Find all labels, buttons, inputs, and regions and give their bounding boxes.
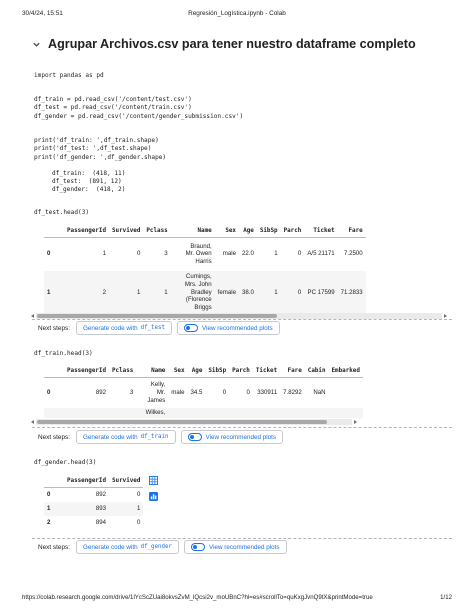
column-header: Pclass <box>109 364 136 378</box>
column-header: Fare <box>338 224 366 238</box>
view-plots-button-train[interactable] <box>181 430 284 444</box>
column-header: Age <box>239 224 257 238</box>
table-header-row <box>44 364 363 378</box>
df-gender-table <box>44 474 143 530</box>
table-cell <box>188 408 206 418</box>
view-plots-button-gender[interactable] <box>184 540 287 554</box>
table-cell <box>205 408 229 418</box>
table-cell: 71.2833 <box>338 271 366 315</box>
variable-name: df_test <box>140 325 166 331</box>
table-row <box>44 238 366 271</box>
row-index: 1 <box>44 502 64 516</box>
scroll-left-icon[interactable] <box>31 420 34 424</box>
column-header <box>44 224 64 238</box>
button-label: View recommended plots <box>205 433 277 441</box>
table-cell: 0 <box>137 250 141 258</box>
chevron-down-icon[interactable] <box>32 40 41 49</box>
column-header: SibSp <box>257 224 281 238</box>
button-label: View recommended plots <box>202 324 273 332</box>
generate-code-button-train[interactable] <box>76 430 176 444</box>
button-label: Generate code with <box>82 324 138 332</box>
table-cell: NaN <box>313 388 326 396</box>
button-label: View recommended plots <box>209 543 280 551</box>
column-header: Pclass <box>143 224 170 238</box>
code-cell-test-head[interactable]: df_test.head(3) <box>34 209 90 216</box>
table-cell: 22.0 <box>241 250 254 258</box>
table-cell: 0 <box>246 388 250 396</box>
table-cell: 1 <box>109 502 143 516</box>
table-row <box>44 516 143 530</box>
page-number: 1/12 <box>440 594 452 601</box>
column-header: Cabin <box>305 364 329 378</box>
column-header: Parch <box>281 224 305 238</box>
code-cell-print-shapes[interactable]: print('df_train: ',df_train.shape) print('df_test: ',df_test.shape) print('df_gender: ',df_gender.shape) <box>34 137 167 161</box>
table-cell: 0 <box>297 250 302 258</box>
table-cell: male <box>171 388 185 396</box>
column-header: Ticket <box>253 364 280 378</box>
table-row <box>44 378 363 408</box>
table-cell: 0 <box>137 490 141 498</box>
toggle-icon <box>188 433 202 441</box>
divider <box>32 319 452 320</box>
divider <box>32 427 452 428</box>
table-row <box>44 408 363 418</box>
table-cell: Cumings, Mrs. John Bradley (Florence Briggs <box>171 271 215 315</box>
table-cell: 1 <box>274 250 278 258</box>
table-cell <box>329 408 363 418</box>
button-label: Generate code with <box>82 543 138 551</box>
row-index: 2 <box>47 518 51 526</box>
df-gender-output <box>34 474 154 534</box>
next-steps-label: Next steps: <box>38 543 70 551</box>
row-index: 0 <box>47 250 51 258</box>
df-train-table <box>44 364 363 418</box>
generate-code-button-gender[interactable] <box>76 540 179 554</box>
table-cell: 892 <box>95 490 107 498</box>
button-label: Generate code with <box>82 433 138 441</box>
next-steps-bar-gender <box>38 540 292 554</box>
print-header <box>22 10 452 20</box>
next-steps-bar-test <box>38 321 285 335</box>
scroll-left-icon[interactable] <box>31 314 34 318</box>
chart-suggest-icon[interactable] <box>149 492 158 501</box>
table-cell: 1 <box>102 250 107 258</box>
table-cell: 894 <box>95 518 107 526</box>
column-header: Survived <box>109 224 143 238</box>
table-cell: 0 <box>137 518 141 526</box>
column-header: Ticket <box>304 224 337 238</box>
column-header: Age <box>188 364 206 378</box>
scroll-thumb[interactable] <box>37 314 277 318</box>
table-cell: male <box>222 250 236 258</box>
next-steps-label: Next steps: <box>38 433 70 441</box>
df-train-output <box>34 364 440 422</box>
variable-name: df_gender <box>140 544 172 550</box>
table-cell <box>64 408 109 418</box>
toggle-icon <box>184 324 198 332</box>
column-header: Name <box>171 224 215 238</box>
column-header <box>44 474 64 488</box>
table-cell: 893 <box>64 502 109 516</box>
row-index <box>44 408 64 418</box>
column-header: Name <box>136 364 168 378</box>
column-header: Survived <box>109 474 143 488</box>
toggle-icon <box>191 543 205 551</box>
scroll-right-icon[interactable] <box>354 420 357 424</box>
table-cell: 1 <box>109 271 143 315</box>
column-header: Sex <box>168 364 187 378</box>
table-cell: 38.0 <box>239 271 257 315</box>
column-header: PassengerId <box>64 364 109 378</box>
scroll-thumb[interactable] <box>37 420 327 424</box>
df-train-scrollbar[interactable] <box>36 419 352 425</box>
df-test-output <box>34 224 442 314</box>
table-cell: 892 <box>95 388 107 396</box>
table-cell: 0 <box>281 271 305 315</box>
table-row <box>44 502 143 516</box>
table-cell: Braund, Mr. Owen Harris <box>185 242 212 266</box>
code-cell-read-csv[interactable]: df_train = pd.read_csv('/content/test.csv') df_test = pd.read_csv('/content/train.csv') df_gender = pd.read_csv('/content/gender_submission.csv') <box>34 96 244 120</box>
scroll-right-icon[interactable] <box>444 314 447 318</box>
table-cell: Wilkes, <box>136 408 168 418</box>
table-cell: 7.8292 <box>283 388 302 396</box>
column-header: PassengerId <box>64 224 109 238</box>
table-cell: PC 17599 <box>304 271 337 315</box>
section-header[interactable] <box>32 37 416 51</box>
divider <box>32 538 452 539</box>
next-steps-bar-train <box>38 430 288 444</box>
table-view-icon[interactable] <box>149 476 158 485</box>
table-cell <box>253 408 280 418</box>
row-index: 0 <box>47 490 51 498</box>
table-cell: 3 <box>164 250 168 258</box>
row-index: 0 <box>47 388 51 396</box>
row-index: 1 <box>44 271 64 315</box>
table-cell <box>280 408 305 418</box>
table-cell: 1 <box>257 271 281 315</box>
output-print-shapes: df_train: (418, 11) df_test: (891, 12) df_gender: (418, 2) <box>52 170 126 194</box>
column-header: PassengerId <box>64 474 109 488</box>
table-cell: 7.2500 <box>344 250 363 258</box>
table-cell <box>229 408 253 418</box>
table-cell <box>305 408 329 418</box>
column-header: Fare <box>280 364 305 378</box>
table-cell <box>168 408 187 418</box>
code-cell-import[interactable]: import pandas as pd <box>34 72 104 79</box>
variable-name: df_train <box>140 434 169 440</box>
column-header: Embarked <box>329 364 363 378</box>
table-cell <box>109 408 136 418</box>
table-cell: 34.5 <box>190 388 203 396</box>
table-row <box>44 488 143 502</box>
code-cell-gender-head[interactable]: df_gender.head(3) <box>34 459 97 466</box>
section-title: Agrupar Archivos.csv para tener nuestro dataframe completo <box>48 37 416 51</box>
table-cell: 1 <box>143 271 170 315</box>
print-footer <box>22 594 452 604</box>
df-test-table <box>44 224 366 314</box>
print-title: Regresión_Logística.ipynb - Colab <box>188 10 286 17</box>
table-cell: female <box>215 271 239 315</box>
next-steps-label: Next steps: <box>38 324 70 332</box>
column-header: Sex <box>215 224 239 238</box>
table-cell: 2 <box>64 271 109 315</box>
table-cell <box>329 378 363 408</box>
table-header-row <box>44 224 366 238</box>
table-cell: 3 <box>129 388 134 396</box>
column-header: Parch <box>229 364 253 378</box>
code-cell-train-head[interactable]: df_train.head(3) <box>34 350 93 357</box>
column-header <box>44 364 64 378</box>
print-url: https://colab.research.google.com/drive/1lYcScZUai8okvsZvM_lQcsi2v_moUBnC?hl=es#scrollTo=quKxgJvnQ9tX&printMode=true <box>22 594 373 601</box>
view-plots-button-test[interactable] <box>177 321 280 335</box>
table-row <box>44 271 366 315</box>
table-header-row <box>44 474 143 488</box>
column-header: SibSp <box>205 364 229 378</box>
table-cell: Kelly, Mr. James <box>147 381 166 404</box>
table-cell: A/5 21171 <box>307 250 335 258</box>
table-cell: 330911 <box>257 388 278 396</box>
table-cell: 0 <box>222 388 227 396</box>
print-date: 30/4/24, 15:51 <box>22 10 63 17</box>
generate-code-button-test[interactable] <box>76 321 172 335</box>
